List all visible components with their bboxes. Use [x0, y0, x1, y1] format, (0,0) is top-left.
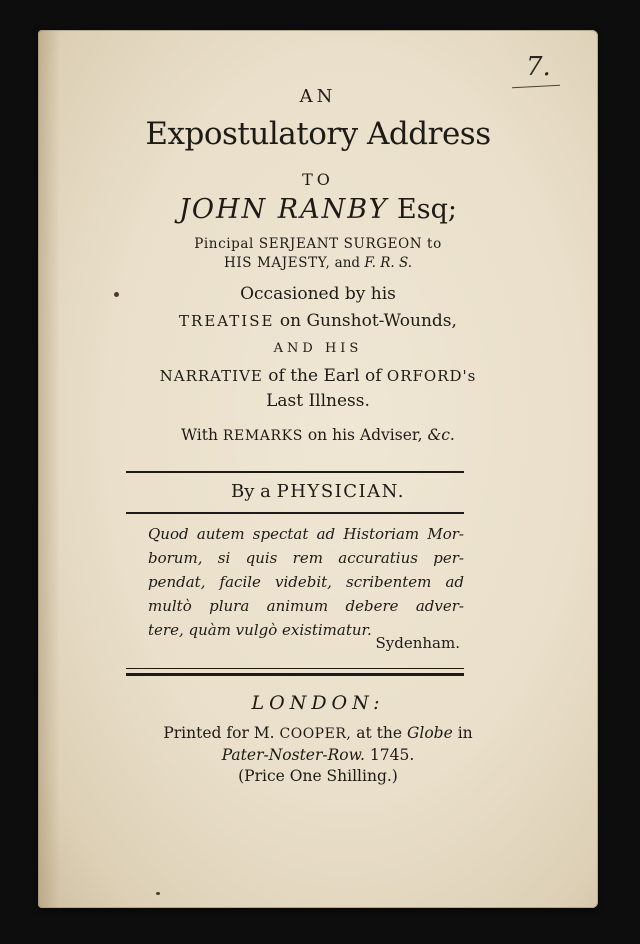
epigraph: [148, 522, 464, 642]
printer-prefix: Printed for M.: [163, 724, 275, 742]
printer-at: at the: [356, 724, 403, 742]
epigraph-line: borum, si quis rem accuratius per-: [148, 549, 464, 567]
title-addressee: [38, 194, 598, 225]
author-line: [38, 481, 598, 502]
title-occasioned: Occasioned by his: [240, 284, 396, 304]
printer-sign: Globe: [406, 724, 453, 742]
epigraph-line: multò plura animum debere adver-: [148, 597, 464, 615]
imprint-street: Pater-Noster-Row.: [221, 746, 365, 764]
author-name: PHYSICIAN.: [276, 481, 405, 502]
epigraph-line: pendat, facile videbit, scribentem ad: [148, 573, 464, 591]
treatise-word: TREATISE: [179, 312, 275, 330]
remarks-etc: &c.: [427, 426, 455, 444]
title-last-illness: Last Illness.: [266, 391, 370, 411]
printer-name: COOPER,: [279, 726, 352, 742]
orford-name: ORFORD's: [386, 367, 477, 385]
remarks-with: With: [181, 426, 218, 444]
printer-in: in: [457, 724, 473, 742]
majesty-frs: F. R. S.: [364, 255, 413, 271]
shelf-mark: 7.: [526, 52, 551, 82]
title-main: Expostulatory Address: [145, 116, 491, 152]
imprint-year: 1745.: [369, 746, 415, 764]
title-treatise: [38, 311, 598, 331]
imprint-printer: [38, 724, 598, 742]
paper-spot: [114, 292, 119, 297]
title-remarks: [38, 426, 598, 444]
title-and-his: AND HIS: [273, 341, 363, 356]
narrative-word: NARRATIVE: [159, 367, 263, 385]
treatise-subject: on Gunshot-Wounds,: [279, 311, 457, 331]
majesty-and: and: [334, 255, 361, 271]
title-office: Pincipal SERJEANT SURGEON to: [194, 236, 442, 252]
imprint-price: (Price One Shilling.): [238, 767, 398, 785]
epigraph-attribution: Sydenham.: [375, 634, 460, 652]
rule-top-thick: [126, 471, 464, 473]
rule-under-author: [126, 512, 464, 514]
imprint-city: LONDON:: [251, 692, 385, 714]
addressee-name: JOHN RANBY: [179, 194, 389, 225]
imprint-address: [38, 746, 598, 764]
title-page: [38, 30, 598, 908]
remarks-word: REMARKS: [222, 428, 303, 444]
epigraph-line: tere, quàm vulgò existimatur.: [148, 621, 372, 639]
title-majesty: [38, 255, 598, 271]
rule-double-b: [126, 673, 464, 676]
paper-spot: [156, 892, 160, 895]
majesty-label: HIS MAJESTY,: [223, 255, 331, 271]
author-prefix: By a: [231, 481, 271, 502]
narrative-subject: of the Earl of: [268, 366, 382, 386]
epigraph-line: Quod autem spectat ad Historiam Mor-: [148, 525, 464, 543]
title-line-to: TO: [302, 170, 334, 189]
addressee-suffix: Esq;: [397, 194, 457, 225]
remarks-adviser: on his Adviser,: [307, 426, 423, 444]
title-narrative: [38, 366, 598, 386]
title-line-an: AN: [299, 86, 337, 107]
rule-double-a: [126, 668, 464, 669]
